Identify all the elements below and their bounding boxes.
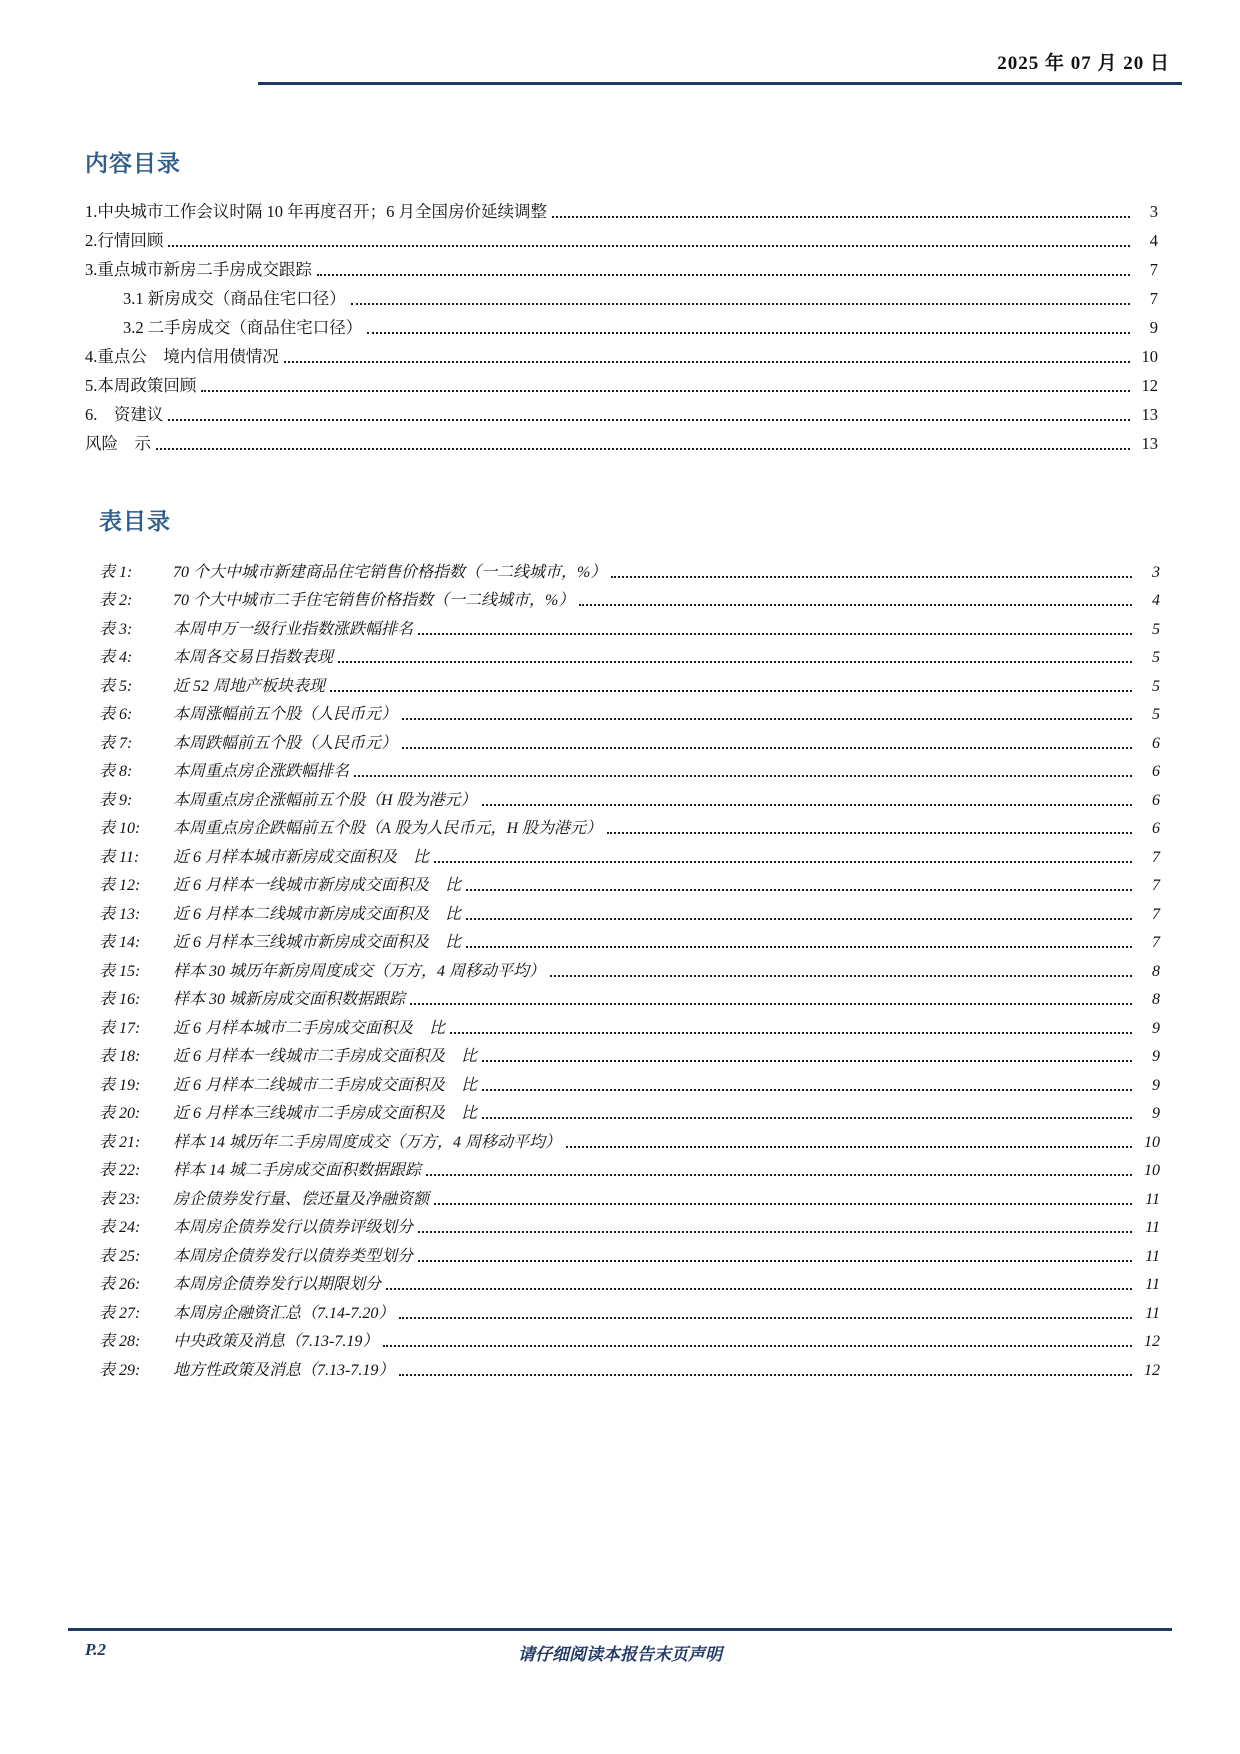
table-toc-entry-number: 表 23: xyxy=(99,1190,141,1208)
table-toc-entry[interactable] xyxy=(99,896,1160,925)
table-toc-entry-label: 本周涨幅前五个股（人民币元） xyxy=(173,706,398,723)
dot-leader xyxy=(284,361,1130,363)
dot-leader xyxy=(450,1032,1132,1034)
table-toc-entry-label: 近 6 月样本城市新房成交面积及 比 xyxy=(173,848,430,866)
table-toc-entry-page: 9 xyxy=(1152,1076,1160,1094)
table-toc-entry-number: 表 7: xyxy=(99,734,133,752)
table-toc-entry-label: 近 6 月样本城市二手房成交面积及 比 xyxy=(173,1019,446,1037)
table-toc-entry[interactable] xyxy=(99,1181,1160,1210)
table-toc-entry[interactable] xyxy=(99,1324,1160,1353)
table-toc-entry-number: 表 1: xyxy=(99,563,133,581)
dot-leader xyxy=(330,690,1132,692)
table-toc-entry-number: 表 21: xyxy=(99,1133,141,1151)
dot-leader xyxy=(466,946,1132,948)
table-toc-entry-label: 近 6 月样本二线城市新房成交面积及 比 xyxy=(173,905,462,923)
table-toc-entry-page: 12 xyxy=(1144,1361,1160,1379)
table-toc-entry-page: 7 xyxy=(1152,905,1160,923)
table-toc-entry-page: 11 xyxy=(1145,1247,1160,1265)
footer-disclaimer: 请仔细阅读本报告末页声明 xyxy=(518,1645,722,1664)
toc-entry[interactable] xyxy=(85,281,1158,310)
content-toc-section xyxy=(0,145,1240,455)
table-toc-entry-label: 样本 30 城历年新房周度成交（万方，4 周移动平均） xyxy=(173,962,546,980)
table-toc-entry-page: 3 xyxy=(1152,563,1160,581)
table-toc-list xyxy=(99,554,1160,1381)
table-toc-entry-number: 表 5: xyxy=(99,677,133,695)
table-toc-entry[interactable] xyxy=(99,640,1160,669)
table-toc-entry[interactable] xyxy=(99,611,1160,640)
table-toc-entry-label: 近 6 月样本一线城市二手房成交面积及 比 xyxy=(173,1048,478,1065)
footer-divider xyxy=(68,1628,1172,1631)
table-toc-entry[interactable] xyxy=(99,1295,1160,1324)
dot-leader xyxy=(410,1003,1132,1005)
dot-leader xyxy=(482,1117,1132,1119)
table-toc-entry-number: 表 8: xyxy=(99,763,133,780)
dot-leader xyxy=(367,332,1130,334)
toc-entry-label: 风险 示 xyxy=(85,434,151,454)
toc-entry-label: 3.重点城市新房二手房成交跟踪 xyxy=(85,260,312,280)
table-toc-entry-number: 表 12: xyxy=(99,877,141,894)
dot-leader xyxy=(579,604,1132,606)
table-toc-entry-number: 表 6: xyxy=(99,706,133,723)
table-toc-entry-number: 表 18: xyxy=(99,1048,141,1065)
table-toc-entry-label: 本周重点房企涨跌幅排名 xyxy=(173,763,350,780)
table-toc-entry[interactable] xyxy=(99,1238,1160,1267)
table-toc-entry-label: 本周房企债券发行以期限划分 xyxy=(173,1276,382,1293)
table-toc-entry-number: 表 16: xyxy=(99,991,141,1008)
table-toc-entry-label: 房企债券发行量、偿还量及净融资额 xyxy=(173,1190,430,1208)
table-toc-entry[interactable] xyxy=(99,868,1160,897)
report-date: 2025 年 07 月 20 日 xyxy=(997,53,1170,74)
table-toc-entry-label: 本周重点房企跌幅前五个股（A 股为人民币元，H 股为港元） xyxy=(173,820,603,837)
dot-leader xyxy=(386,1288,1132,1290)
table-toc-entry-page: 6 xyxy=(1152,820,1160,837)
dot-leader xyxy=(338,661,1132,663)
table-toc-entry[interactable] xyxy=(99,1096,1160,1125)
table-toc-entry[interactable] xyxy=(99,1067,1160,1096)
table-toc-entry-page: 11 xyxy=(1145,1276,1160,1293)
table-toc-entry[interactable] xyxy=(99,782,1160,811)
toc-entry-label: 5.本周政策回顾 xyxy=(85,376,197,396)
table-toc-entry-number: 表 17: xyxy=(99,1019,141,1037)
dot-leader xyxy=(466,918,1132,920)
toc-entry-page: 13 xyxy=(1141,434,1158,454)
dot-leader xyxy=(418,1260,1132,1262)
toc-entry-label: 1.中央城市工作会议时隔 10 年再度召开；6 月全国房价延续调整 xyxy=(85,202,547,222)
table-toc-entry-label: 本周房企融资汇总（7.14-7.20） xyxy=(173,1304,395,1322)
table-toc-entry[interactable] xyxy=(99,754,1160,783)
table-toc-entry[interactable] xyxy=(99,925,1160,954)
dot-leader xyxy=(402,718,1132,720)
dot-leader xyxy=(426,1174,1132,1176)
table-toc-title: 表目录 xyxy=(99,509,171,534)
table-toc-entry-label: 近 6 月样本三线城市二手房成交面积及 比 xyxy=(173,1105,478,1122)
table-toc-entry-label: 近 6 月样本二线城市二手房成交面积及 比 xyxy=(173,1076,478,1094)
table-toc-entry[interactable] xyxy=(99,1352,1160,1381)
table-toc-entry-number: 表 10: xyxy=(99,820,141,837)
table-toc-entry-page: 9 xyxy=(1152,1019,1160,1037)
table-toc-entry-page: 4 xyxy=(1152,592,1160,609)
content-toc-list xyxy=(85,194,1158,455)
table-toc-entry[interactable] xyxy=(99,1267,1160,1296)
page-header xyxy=(0,0,1240,85)
dot-leader xyxy=(550,975,1132,977)
table-toc-entry-page: 12 xyxy=(1144,1333,1160,1350)
dot-leader xyxy=(168,245,1130,247)
table-toc-entry-number: 表 3: xyxy=(99,620,133,638)
table-toc-entry-label: 地方性政策及消息（7.13-7.19） xyxy=(173,1361,395,1379)
toc-entry-page: 13 xyxy=(1141,405,1158,425)
toc-entry[interactable] xyxy=(85,223,1158,252)
table-toc-entry-page: 6 xyxy=(1152,734,1160,752)
table-toc-entry-number: 表 11: xyxy=(99,848,140,866)
table-toc-entry[interactable] xyxy=(99,839,1160,868)
table-toc-section xyxy=(0,503,1240,1381)
toc-entry-label: 3.1 新房成交（商品住宅口径） xyxy=(123,289,346,309)
dot-leader xyxy=(611,576,1132,578)
table-toc-entry-label: 样本 14 城二手房成交面积数据跟踪 xyxy=(173,1162,422,1179)
toc-entry-page: 7 xyxy=(1149,289,1158,309)
table-toc-entry[interactable] xyxy=(99,1010,1160,1039)
table-toc-entry-label: 中央政策及消息（7.13-7.19） xyxy=(173,1333,379,1350)
dot-leader xyxy=(156,448,1130,450)
table-toc-entry-page: 5 xyxy=(1152,620,1160,638)
toc-entry[interactable] xyxy=(85,310,1158,339)
table-toc-entry[interactable] xyxy=(99,554,1160,583)
dot-leader xyxy=(399,1317,1132,1319)
table-toc-entry-page: 6 xyxy=(1152,791,1160,809)
table-toc-entry-page: 10 xyxy=(1144,1162,1160,1179)
toc-entry-page: 3 xyxy=(1149,202,1158,222)
table-toc-entry[interactable] xyxy=(99,583,1160,612)
table-toc-entry-page: 7 xyxy=(1152,848,1160,866)
content-toc-title: 内容目录 xyxy=(85,151,181,176)
dot-leader xyxy=(482,1060,1132,1062)
dot-leader xyxy=(399,1374,1132,1376)
table-toc-entry-number: 表 19: xyxy=(99,1076,141,1094)
dot-leader xyxy=(168,419,1130,421)
toc-entry[interactable] xyxy=(85,426,1158,455)
toc-entry-label: 2.行情回顾 xyxy=(85,231,164,251)
table-toc-entry-number: 表 29: xyxy=(99,1361,141,1379)
dot-leader xyxy=(552,216,1130,218)
dot-leader xyxy=(383,1345,1132,1347)
table-toc-entry[interactable] xyxy=(99,668,1160,697)
table-toc-entry-number: 表 13: xyxy=(99,905,141,923)
page-footer xyxy=(0,1628,1240,1664)
table-toc-entry[interactable] xyxy=(99,697,1160,726)
dot-leader xyxy=(354,775,1132,777)
table-toc-entry-number: 表 26: xyxy=(99,1276,141,1293)
table-toc-entry-page: 8 xyxy=(1152,962,1160,980)
table-toc-entry-number: 表 14: xyxy=(99,934,141,951)
table-toc-entry-label: 本周跌幅前五个股（人民币元） xyxy=(173,734,398,752)
table-toc-entry-page: 9 xyxy=(1152,1048,1160,1065)
table-toc-entry-number: 表 22: xyxy=(99,1162,141,1179)
table-toc-entry[interactable] xyxy=(99,811,1160,840)
dot-leader xyxy=(418,633,1132,635)
toc-entry-page: 9 xyxy=(1149,318,1158,338)
table-toc-entry-page: 8 xyxy=(1152,991,1160,1008)
table-toc-entry-page: 5 xyxy=(1152,706,1160,723)
table-toc-entry-label: 近 6 月样本一线城市新房成交面积及 比 xyxy=(173,877,462,894)
table-toc-entry-number: 表 24: xyxy=(99,1219,141,1236)
dot-leader xyxy=(402,747,1132,749)
table-toc-entry-page: 9 xyxy=(1152,1105,1160,1122)
table-toc-entry-label: 近 6 月样本三线城市新房成交面积及 比 xyxy=(173,934,462,951)
toc-entry[interactable] xyxy=(85,252,1158,281)
header-divider xyxy=(258,82,1182,85)
table-toc-entry-number: 表 25: xyxy=(99,1247,141,1265)
table-toc-entry-number: 表 9: xyxy=(99,791,133,809)
table-toc-entry-label: 本周重点房企涨幅前五个股（H 股为港元） xyxy=(173,791,477,809)
table-toc-entry-page: 11 xyxy=(1145,1219,1160,1236)
toc-entry-label: 6. 资建议 xyxy=(85,405,164,425)
toc-entry-label: 3.2 二手房成交（商品住宅口径） xyxy=(123,318,363,338)
table-toc-entry[interactable] xyxy=(99,1039,1160,1068)
table-toc-entry-page: 7 xyxy=(1152,934,1160,951)
dot-leader xyxy=(466,889,1132,891)
table-toc-entry[interactable] xyxy=(99,1124,1160,1153)
table-toc-entry[interactable] xyxy=(99,725,1160,754)
table-toc-entry-number: 表 4: xyxy=(99,649,133,666)
toc-entry[interactable] xyxy=(85,339,1158,368)
table-toc-entry-number: 表 28: xyxy=(99,1333,141,1350)
table-toc-entry-label: 本周申万一级行业指数涨跌幅排名 xyxy=(173,620,414,638)
table-toc-entry[interactable] xyxy=(99,1153,1160,1182)
table-toc-entry[interactable] xyxy=(99,982,1160,1011)
table-toc-entry-page: 6 xyxy=(1152,763,1160,780)
table-toc-entry-page: 10 xyxy=(1144,1133,1160,1151)
table-toc-entry-label: 70 个大中城市新建商品住宅销售价格指数（一二线城市，%） xyxy=(173,563,607,581)
table-toc-entry-number: 表 15: xyxy=(99,962,141,980)
table-toc-entry-page: 11 xyxy=(1145,1190,1160,1208)
table-toc-entry-page: 7 xyxy=(1152,877,1160,894)
toc-entry-page: 12 xyxy=(1141,376,1158,396)
toc-entry-page: 10 xyxy=(1141,347,1158,367)
dot-leader xyxy=(418,1231,1132,1233)
dot-leader xyxy=(201,390,1130,392)
table-toc-entry[interactable] xyxy=(99,953,1160,982)
dot-leader xyxy=(482,804,1132,806)
footer-row xyxy=(0,1640,1240,1664)
table-toc-entry-label: 本周各交易日指数表现 xyxy=(173,649,334,666)
table-toc-entry-number: 表 27: xyxy=(99,1304,141,1322)
page-number-label: P.2 xyxy=(85,1640,106,1659)
dot-leader xyxy=(434,1203,1132,1205)
toc-entry[interactable] xyxy=(85,368,1158,397)
toc-entry[interactable] xyxy=(85,397,1158,426)
table-toc-entry-page: 5 xyxy=(1152,677,1160,695)
table-toc-entry[interactable] xyxy=(99,1210,1160,1239)
table-toc-entry-label: 70 个大中城市二手住宅销售价格指数（一二线城市，%） xyxy=(173,592,575,609)
table-toc-entry-number: 表 2: xyxy=(99,592,133,609)
toc-entry[interactable] xyxy=(85,194,1158,223)
table-toc-entry-label: 样本 14 城历年二手房周度成交（万方，4 周移动平均） xyxy=(173,1133,562,1151)
table-toc-entry-label: 本周房企债券发行以债券评级划分 xyxy=(173,1219,414,1236)
dot-leader xyxy=(317,274,1130,276)
dot-leader xyxy=(607,832,1132,834)
table-toc-entry-page: 11 xyxy=(1145,1304,1160,1322)
dot-leader xyxy=(434,861,1132,863)
dot-leader xyxy=(351,303,1130,305)
toc-entry-page: 7 xyxy=(1149,260,1158,280)
table-toc-entry-label: 样本 30 城新房成交面积数据跟踪 xyxy=(173,991,406,1008)
dot-leader xyxy=(482,1089,1132,1091)
toc-entry-page: 4 xyxy=(1149,231,1158,251)
dot-leader xyxy=(566,1146,1132,1148)
table-toc-entry-number: 表 20: xyxy=(99,1105,141,1122)
toc-entry-label: 4.重点公 境内信用债情况 xyxy=(85,347,279,367)
table-toc-entry-label: 近 52 周地产板块表现 xyxy=(173,677,326,695)
table-toc-entry-page: 5 xyxy=(1152,649,1160,666)
table-toc-entry-label: 本周房企债券发行以债券类型划分 xyxy=(173,1247,414,1265)
